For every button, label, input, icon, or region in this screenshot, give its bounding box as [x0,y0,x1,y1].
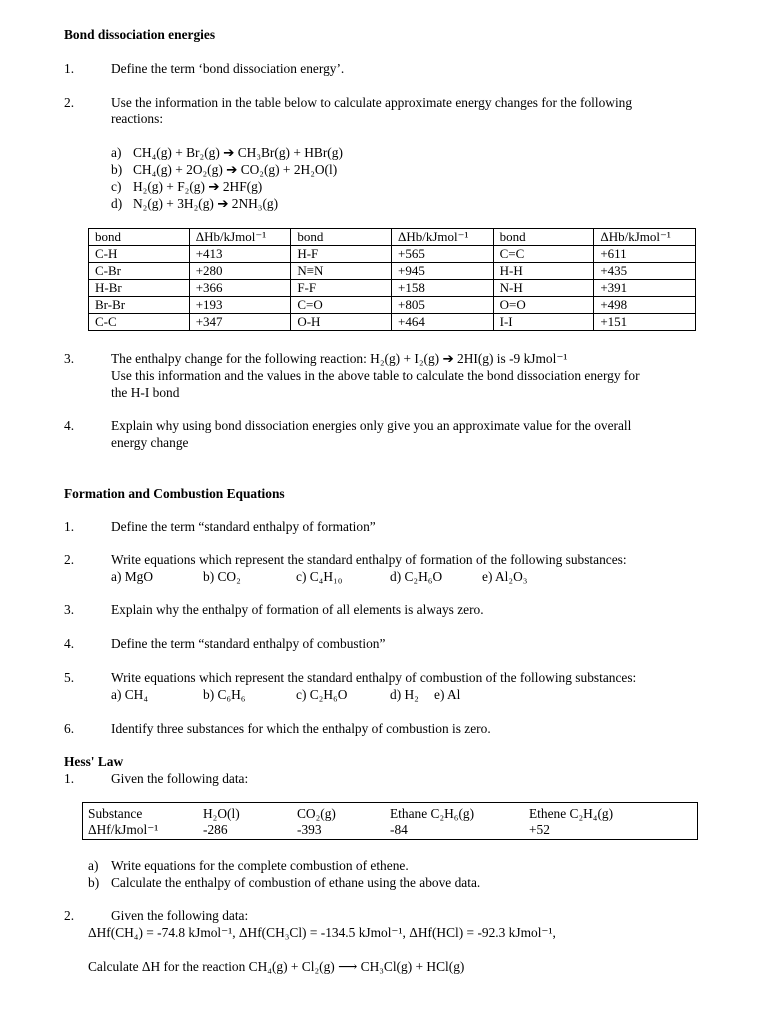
part-label: b) [88,875,100,890]
table-cell: C=O [291,297,392,314]
table-cell: H₂O(l) [203,806,240,821]
table-cell: +464 [392,314,494,331]
table-header: bond [291,229,392,246]
substance-item: e) Al₂O₃ [482,569,528,584]
question-text: Write equations which represent the standard enthalpy of formation of the following substances: [111,552,627,567]
calculation-line: Calculate ΔH for the reaction CH₄(g) + Cl₂(g) ⟶ CH₃Cl(g) + HCl(g) [88,959,465,974]
table-row [89,280,696,297]
table-cell: C-C [89,314,190,331]
table-cell: I-I [493,314,594,331]
table-header: ΔHb/kJmol⁻¹ [392,229,494,246]
question-text: energy change [111,435,189,450]
table-cell: +413 [189,246,291,263]
table-cell: +945 [392,263,494,280]
question-number: 1. [64,519,75,534]
table-cell: +151 [594,314,696,331]
substance-item: a) CH₄ [111,687,149,702]
substance-item: c) C₂H₆O [296,687,348,702]
table-cell: ΔHf/kJmol⁻¹ [88,822,159,837]
question-text: Explain why the enthalpy of formation of all elements is always zero. [111,602,484,617]
table-cell: Ethane C₂H₆(g) [390,806,475,821]
table-cell: +435 [594,263,696,280]
reaction-equation: H₂(g) + F₂(g) ➔ 2HF(g) [133,179,263,194]
section-title-bond-dissociation: Bond dissociation energies [64,27,216,42]
question-text: The enthalpy change for the following reaction: H₂(g) + I₂(g) ➔ 2HI(g) is -9 kJmol⁻¹ [111,351,568,366]
table-cell: +611 [594,246,696,263]
table-cell: +347 [189,314,291,331]
question-text: Use this information and the values in the above table to calculate the bond dissociation energy for [111,368,640,383]
section-title-hess-law: Hess' Law [64,754,124,769]
hess-data-table [82,802,698,840]
question-number: 2. [64,908,75,923]
table-cell: CO₂(g) [297,806,336,821]
reaction-equation: N₂(g) + 3H₂(g) ➔ 2NH₃(g) [133,196,279,211]
table-row [89,314,696,331]
table-cell: -393 [297,822,322,837]
substance-item: a) MgO [111,569,154,584]
substance-item: e) Al [434,687,461,702]
question-text: Identify three substances for which the enthalpy of combustion is zero. [111,721,491,736]
table-header: bond [89,229,190,246]
question-text: Explain why using bond dissociation energies only give you an approximate value for the overall [111,418,632,433]
question-text: Given the following data: [111,771,249,786]
table-cell: +52 [529,822,550,837]
question-text: the H-I bond [111,385,180,400]
substance-item: d) C₂H₆O [390,569,443,584]
part-text: Calculate the enthalpy of combustion of ethane using the above data. [111,875,481,890]
table-cell: +193 [189,297,291,314]
question-number: 5. [64,670,75,685]
part-text: Write equations for the complete combustion of ethene. [111,858,409,873]
substance-item: c) C₄H₁₀ [296,569,343,584]
data-line: ΔHf(CH₄) = -74.8 kJmol⁻¹, ΔHf(CH₃Cl) = -134.5 kJmol⁻¹, ΔHf(HCl) = -92.3 kJmol⁻¹, [88,925,556,940]
question-number: 3. [64,602,75,617]
reaction-label: a) [111,145,122,160]
table-cell: -84 [390,822,408,837]
table-header: ΔHb/kJmol⁻¹ [189,229,291,246]
question-number: 2. [64,552,75,567]
question-text: Define the term “standard enthalpy of formation” [111,519,376,534]
table-cell: Br-Br [89,297,190,314]
part-label: a) [88,858,99,873]
table-cell: H-F [291,246,392,263]
question-text: Define the term ‘bond dissociation energy’. [111,61,345,76]
table-cell: +391 [594,280,696,297]
table-cell: +498 [594,297,696,314]
table-cell: C-Br [89,263,190,280]
table-row [89,297,696,314]
question-number: 6. [64,721,75,736]
table-row [89,263,696,280]
table-row [89,246,696,263]
table-cell: F-F [291,280,392,297]
table-cell: +158 [392,280,494,297]
question-text: Given the following data: [111,908,249,923]
question-number: 1. [64,61,75,76]
table-cell: +805 [392,297,494,314]
reaction-label: d) [111,196,123,211]
table-header-row [89,229,696,246]
table-cell: +280 [189,263,291,280]
table-cell: C=C [493,246,594,263]
bond-energy-table [88,228,696,331]
substance-item: d) H₂ [390,687,419,702]
substance-item: b) CO₂ [203,569,241,584]
question-number: 4. [64,636,75,651]
question-number: 2. [64,95,75,110]
section-title-formation-combustion: Formation and Combustion Equations [64,486,285,501]
table-cell: C-H [89,246,190,263]
table-cell: Ethene C₂H₄(g) [529,806,614,821]
table-cell: O-H [291,314,392,331]
table-cell: H-Br [89,280,190,297]
reaction-equation: CH₄(g) + Br₂(g) ➔ CH₃Br(g) + HBr(g) [133,145,343,160]
table-cell: N-H [493,280,594,297]
question-number: 1. [64,771,75,786]
question-number: 4. [64,418,75,433]
table-header: bond [493,229,594,246]
table-header: ΔHb/kJmol⁻¹ [594,229,696,246]
reaction-equation: CH₄(g) + 2O₂(g) ➔ CO₂(g) + 2H₂O(l) [133,162,338,177]
question-text: Use the information in the table below to calculate approximate energy changes for the following [111,95,633,110]
question-text: Define the term “standard enthalpy of combustion” [111,636,386,651]
table-cell: O=O [493,297,594,314]
table-cell: N≡N [291,263,392,280]
table-cell: Substance [88,806,143,821]
table-cell: +565 [392,246,494,263]
question-number: 3. [64,351,75,366]
reaction-label: c) [111,179,122,194]
table-cell: H-H [493,263,594,280]
question-text: Write equations which represent the standard enthalpy of combustion of the following substances: [111,670,637,685]
reaction-label: b) [111,162,123,177]
substance-item: b) C₆H₆ [203,687,246,702]
table-cell: +366 [189,280,291,297]
table-cell: -286 [203,822,228,837]
question-text: reactions: [111,111,164,126]
